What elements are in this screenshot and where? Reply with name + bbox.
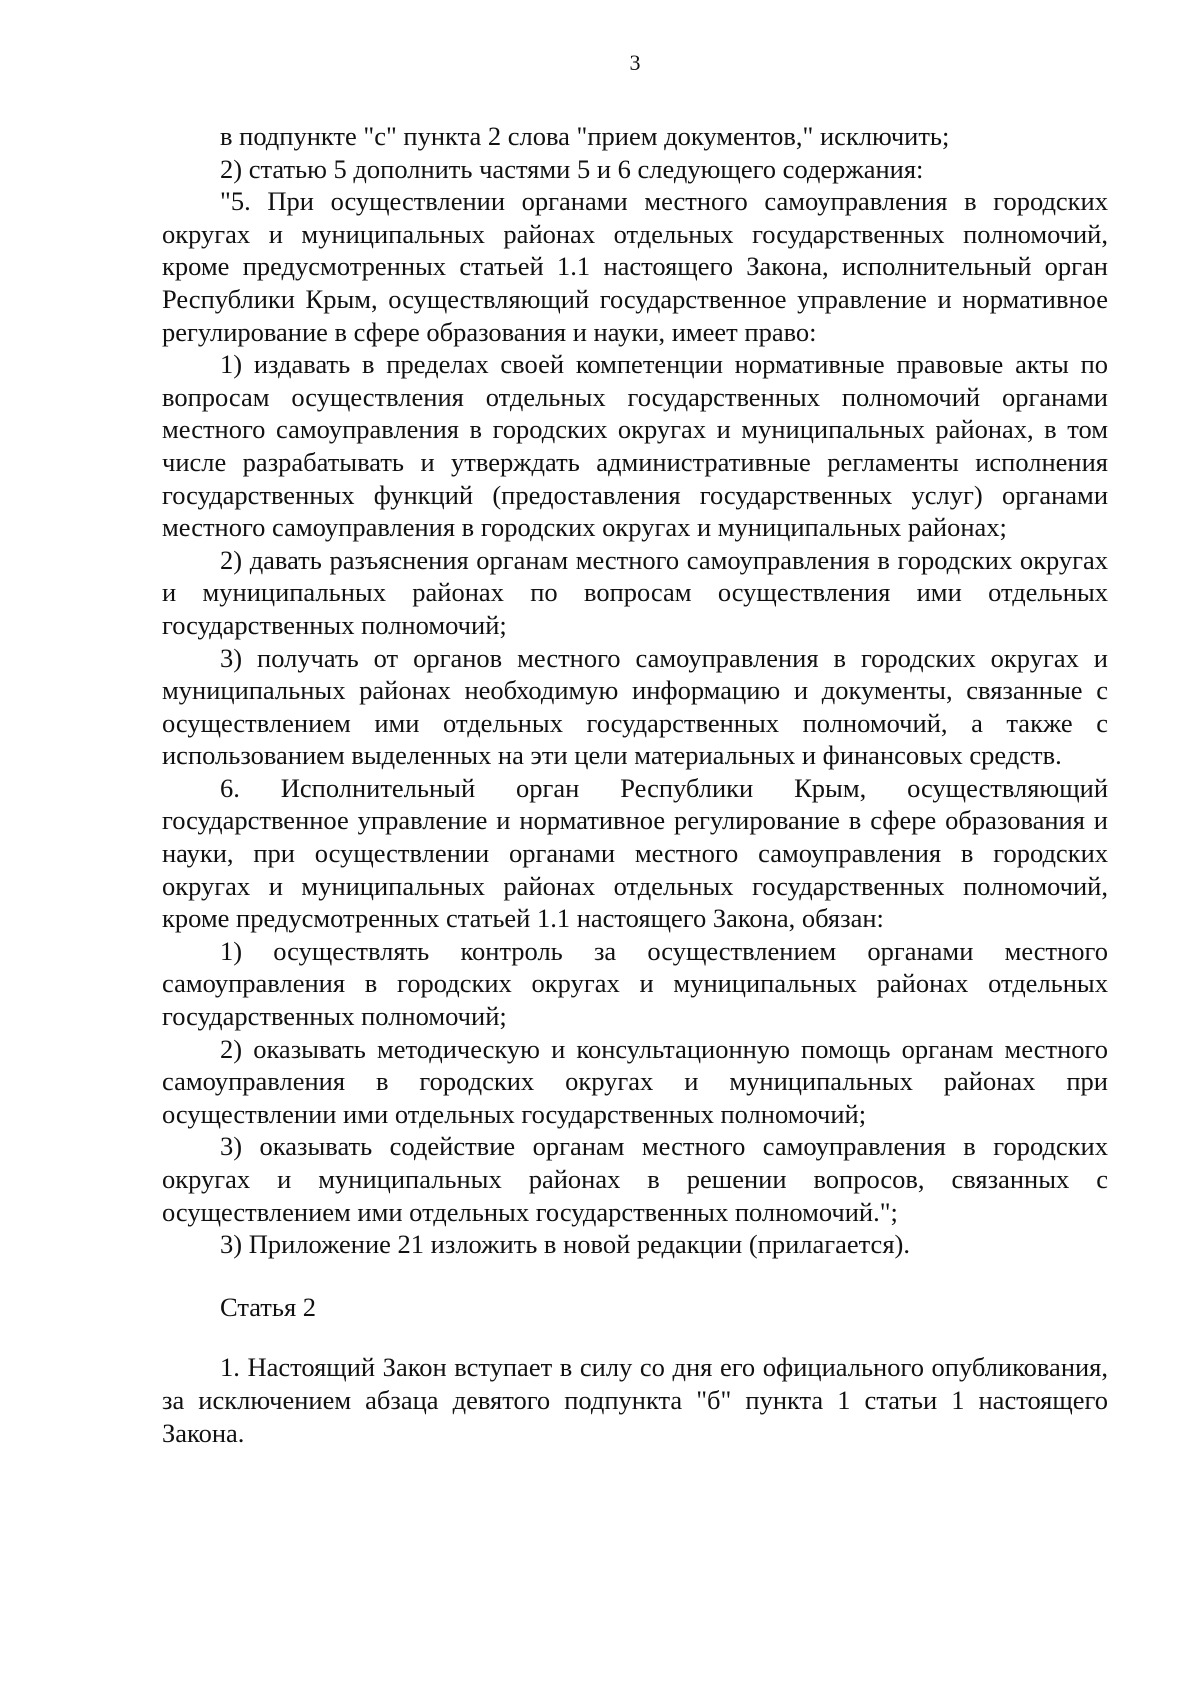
- paragraph: "5. При осуществлении органами местного самоуправления в городских округах и муниципальных районах отдельных государственных полномочий, кроме предусмотренных статьей 1.1 настоящего Закона, исполнительный орган Республики Крым, осуществляющий государственное управление и нормативное регулирование в сфере образования и науки, имеет право:: [162, 186, 1108, 347]
- paragraph: 3) оказывать содействие органам местного самоуправления в городских округах и муниципальных районах в решении вопросов, связанных с осуществлением ими отдельных государственных полномочий.";: [162, 1131, 1108, 1227]
- paragraph: в подпункте "с" пункта 2 слова "прием документов," исключить;: [220, 121, 950, 151]
- paragraph: 3) Приложение 21 изложить в новой редакции (прилагается).: [220, 1229, 910, 1260]
- paragraph: 3) получать от органов местного самоуправления в городских округах и муниципальных районах необходимую информацию и документы, связанные с осуществлением ими отдельных государственных полномочий, а также с использованием выделенных на эти цели материальных и финансовых средств.: [162, 642, 1108, 771]
- document-body: [162, 120, 1108, 1449]
- paragraph: 2) давать разъяснения органам местного самоуправления в городских округах и муниципальных районах по вопросам осуществления ими отдельных государственных полномочий;: [162, 544, 1108, 640]
- paragraph: 6. Исполнительный орган Республики Крым, осуществляющий государственное управление и нормативное регулирование в сфере образования и науки, при осуществлении органами местного самоуправления в городских округах и муниципальных районах отдельных государственных полномочий, кроме предусмотренных статьей 1.1 настоящего Закона, обязан:: [162, 772, 1108, 934]
- paragraph: 2) оказывать методическую и консультационную помощь органам местного самоуправления в городских округах и муниципальных районах при осуществлении ими отдельных государственных полномочий;: [162, 1033, 1108, 1129]
- paragraph: 1. Настоящий Закон вступает в силу со дня его официального опубликования, за исключением абзаца девятого подпункта "б" пункта 1 статьи 1 настоящего Закона.: [162, 1352, 1108, 1448]
- article-heading: Статья 2: [220, 1291, 317, 1322]
- paragraph: 2) статью 5 дополнить частями 5 и 6 следующего содержания:: [220, 153, 924, 184]
- paragraph: 1) издавать в пределах своей компетенции нормативные правовые акты по вопросам осуществления отдельных государственных полномочий органами местного самоуправления в городских округах и муниципальных районах, в том числе разрабатывать и утверждать административные регламенты исполнения государственных функций (предоставления государственных услуг) органами местного самоуправления в городских округах и муниципальных районах;: [162, 349, 1108, 543]
- page-number: 3: [629, 50, 641, 75]
- paragraph: 1) осуществлять контроль за осуществлением органами местного самоуправления в городских округах и муниципальных районах отдельных государственных полномочий;: [162, 935, 1108, 1032]
